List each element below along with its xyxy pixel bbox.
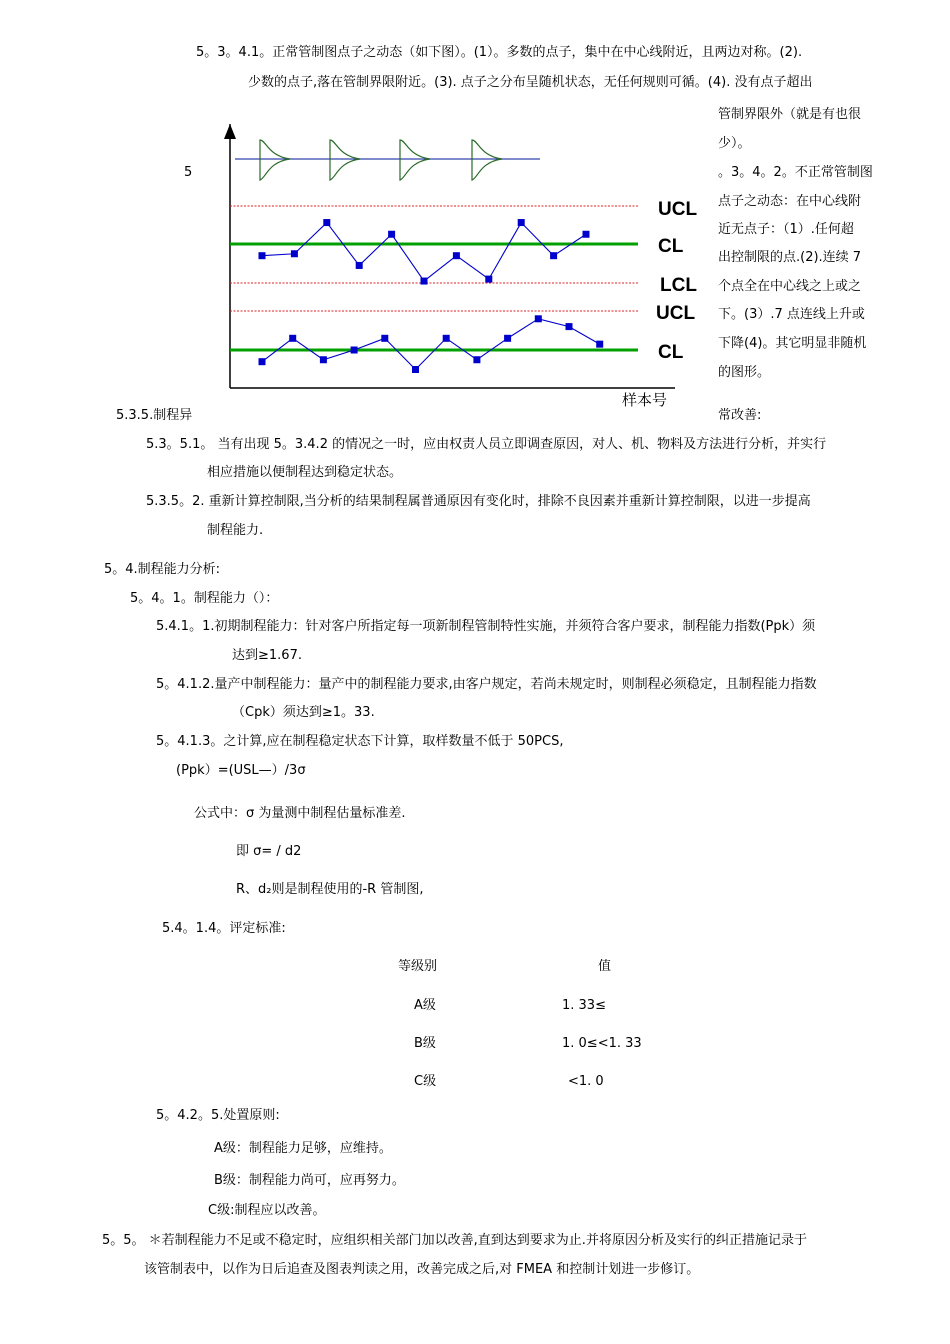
bell-curve-4 — [472, 140, 502, 180]
table-row-c-grade: C级 — [414, 1074, 437, 1089]
upper-point-4 — [356, 262, 363, 269]
para-5341-side-1: 管制界限外（就是有也很 — [718, 107, 862, 122]
formula-r-note: R、d₂则是制程使用的-R 管制图, — [236, 882, 424, 897]
label-cl-upper: CL — [658, 236, 684, 257]
lower-point-9 — [504, 335, 511, 342]
handle-a: A级：制程能力足够，应维持。 — [214, 1141, 392, 1156]
table-row-a-grade: A级 — [414, 998, 436, 1013]
section-54-title: 5。4.制程能力分析: — [104, 562, 221, 577]
formula-sigma: 即 σ= / d2 — [236, 844, 302, 859]
upper-point-10 — [550, 252, 557, 259]
lower-point-1 — [259, 358, 266, 365]
lower-point-2 — [289, 335, 296, 342]
section-535-title-right: 常改善: — [718, 408, 762, 423]
handle-b: B级：制程能力尚可，应再努力。 — [214, 1173, 405, 1188]
upper-line — [262, 223, 586, 281]
para-5342-line-5: 个点全在中心线之上或之 — [718, 279, 862, 294]
table-header-value: 值 — [598, 959, 612, 974]
lower-line — [262, 319, 600, 370]
table-row-a-value: 1. 33≤ — [562, 998, 606, 1013]
table-header-grade: 等级别 — [398, 959, 438, 974]
para-55-line1: 5。5。 ＊若制程能力不足或不稳定时，应组织相关部门加以改善,直到达到要求为止.并将原因分析及实行的纠正措施记录于 — [102, 1233, 807, 1248]
para-5411-line2: 达到≥1.67. — [232, 648, 302, 663]
lower-point-10 — [535, 315, 542, 322]
label-ucl-upper: UCL — [658, 199, 698, 220]
para-5342-line-6: 下。(3）.7 点连线上升或 — [718, 307, 865, 322]
bell-curve-1 — [260, 140, 290, 180]
para-5411-line1: 5.4.1。1.初期制程能力：针对客户所指定每一项新制程管制特性实施，并须符合客户要求，制程能力指数(Ppk）须 — [156, 619, 816, 634]
para-5412-line1: 5。4.1.2.量产中制程能力：量产中的制程能力要求,由客户规定，若尚未规定时，则制程必须稳定，且制程能力指数 — [156, 677, 817, 692]
para-5412-line2: （Cpk）须达到≥1。33. — [232, 705, 375, 720]
section-5425-title: 5。4.2。5.处置原则: — [156, 1108, 280, 1123]
lower-point-5 — [381, 335, 388, 342]
lower-point-12 — [596, 341, 603, 348]
lower-point-6 — [412, 366, 419, 373]
bell-curve-3 — [400, 140, 430, 180]
para-55-line2: 该管制表中，以作为日后追查及图表判读之用，改善完成之后,对 FMEA 和控制计划进一步修订。 — [144, 1262, 700, 1277]
lower-point-3 — [320, 356, 327, 363]
section-541-title: 5。4。1。制程能力（）： — [130, 591, 279, 606]
upper-point-8 — [485, 276, 492, 283]
para-5342-line-3: 近无点子：（1）.任何超 — [718, 222, 854, 237]
lower-point-8 — [473, 356, 480, 363]
lower-point-4 — [351, 347, 358, 354]
table-row-c-value: <1. 0 — [568, 1074, 604, 1089]
para-5342-line-7: 下降(4)。其它明显非随机 — [718, 336, 867, 351]
upper-point-7 — [453, 252, 460, 259]
upper-point-1 — [259, 252, 266, 259]
para-5341-line1: 5。3。4.1。正常管制图点子之动态（如下图）。(1）。多数的点子，集中在中心线附近，且两边对称。(2). — [196, 45, 803, 60]
lower-point-11 — [566, 323, 573, 330]
y-tick-label: 5 — [184, 165, 193, 180]
para-5342-line-2: 点子之动态：在中心线附 — [718, 194, 862, 209]
control-chart — [210, 118, 680, 398]
upper-point-5 — [388, 231, 395, 238]
section-535-title-left: 5.3.5.制程异 — [116, 408, 193, 423]
upper-point-3 — [323, 219, 330, 226]
series-lower — [259, 315, 604, 373]
formula-ppk: (Ppk）=(USL—）/3σ — [176, 763, 306, 778]
formula-note: 公式中：σ 为量测中制程估量标准差. — [194, 806, 406, 821]
para-5341-side-2: 少）。 — [718, 136, 751, 151]
para-5352-line2: 制程能力. — [207, 523, 264, 538]
label-ucl-lower: UCL — [656, 303, 696, 324]
label-cl-lower: CL — [658, 342, 684, 363]
distribution-curves — [260, 140, 502, 180]
para-5342-line-8: 的图形。 — [718, 365, 771, 380]
para-5351-line2: 相应措施以便制程达到稳定状态。 — [207, 465, 403, 480]
bell-curve-2 — [330, 140, 360, 180]
table-row-b-value: 1. 0≤<1. 33 — [562, 1036, 642, 1051]
series-upper — [259, 219, 590, 284]
x-axis-label: 样本号 — [622, 391, 668, 409]
upper-point-11 — [583, 231, 590, 238]
para-5342-line-4: 出控制限的点.(2).连续 7 — [718, 250, 862, 265]
upper-point-9 — [518, 219, 525, 226]
para-5351-line1: 5.3。5.1。 当有出现 5。3.4.2 的情况之一时，应由权责人员立即调查原因，对人、机、物料及方法进行分析，并实行 — [146, 437, 827, 452]
para-5341-line2: 少数的点子,落在管制界限附近。(3). 点子之分布呈随机状态，无任何规则可循。(4). 没有点子超出 — [248, 75, 813, 90]
para-5352-line1: 5.3.5。2. 重新计算控制限,当分析的结果制程属普通原因有变化时，排除不良因素并重新计算控制限，以进一步提高 — [146, 494, 811, 509]
upper-point-2 — [291, 250, 298, 257]
para-5413: 5。4.1.3。之计算,应在制程稳定状态下计算，取样数量不低于 50PCS, — [156, 734, 564, 749]
handle-c: C级:制程应以改善。 — [208, 1203, 326, 1218]
table-row-b-grade: B级 — [414, 1036, 436, 1051]
upper-point-6 — [421, 278, 428, 285]
lower-point-7 — [443, 335, 450, 342]
criteria-title: 5.4。1.4。评定标准: — [162, 921, 286, 936]
label-lcl-upper: LCL — [660, 275, 697, 296]
para-5342-line-1: 。3。4。2。不正常管制图 — [718, 165, 873, 180]
